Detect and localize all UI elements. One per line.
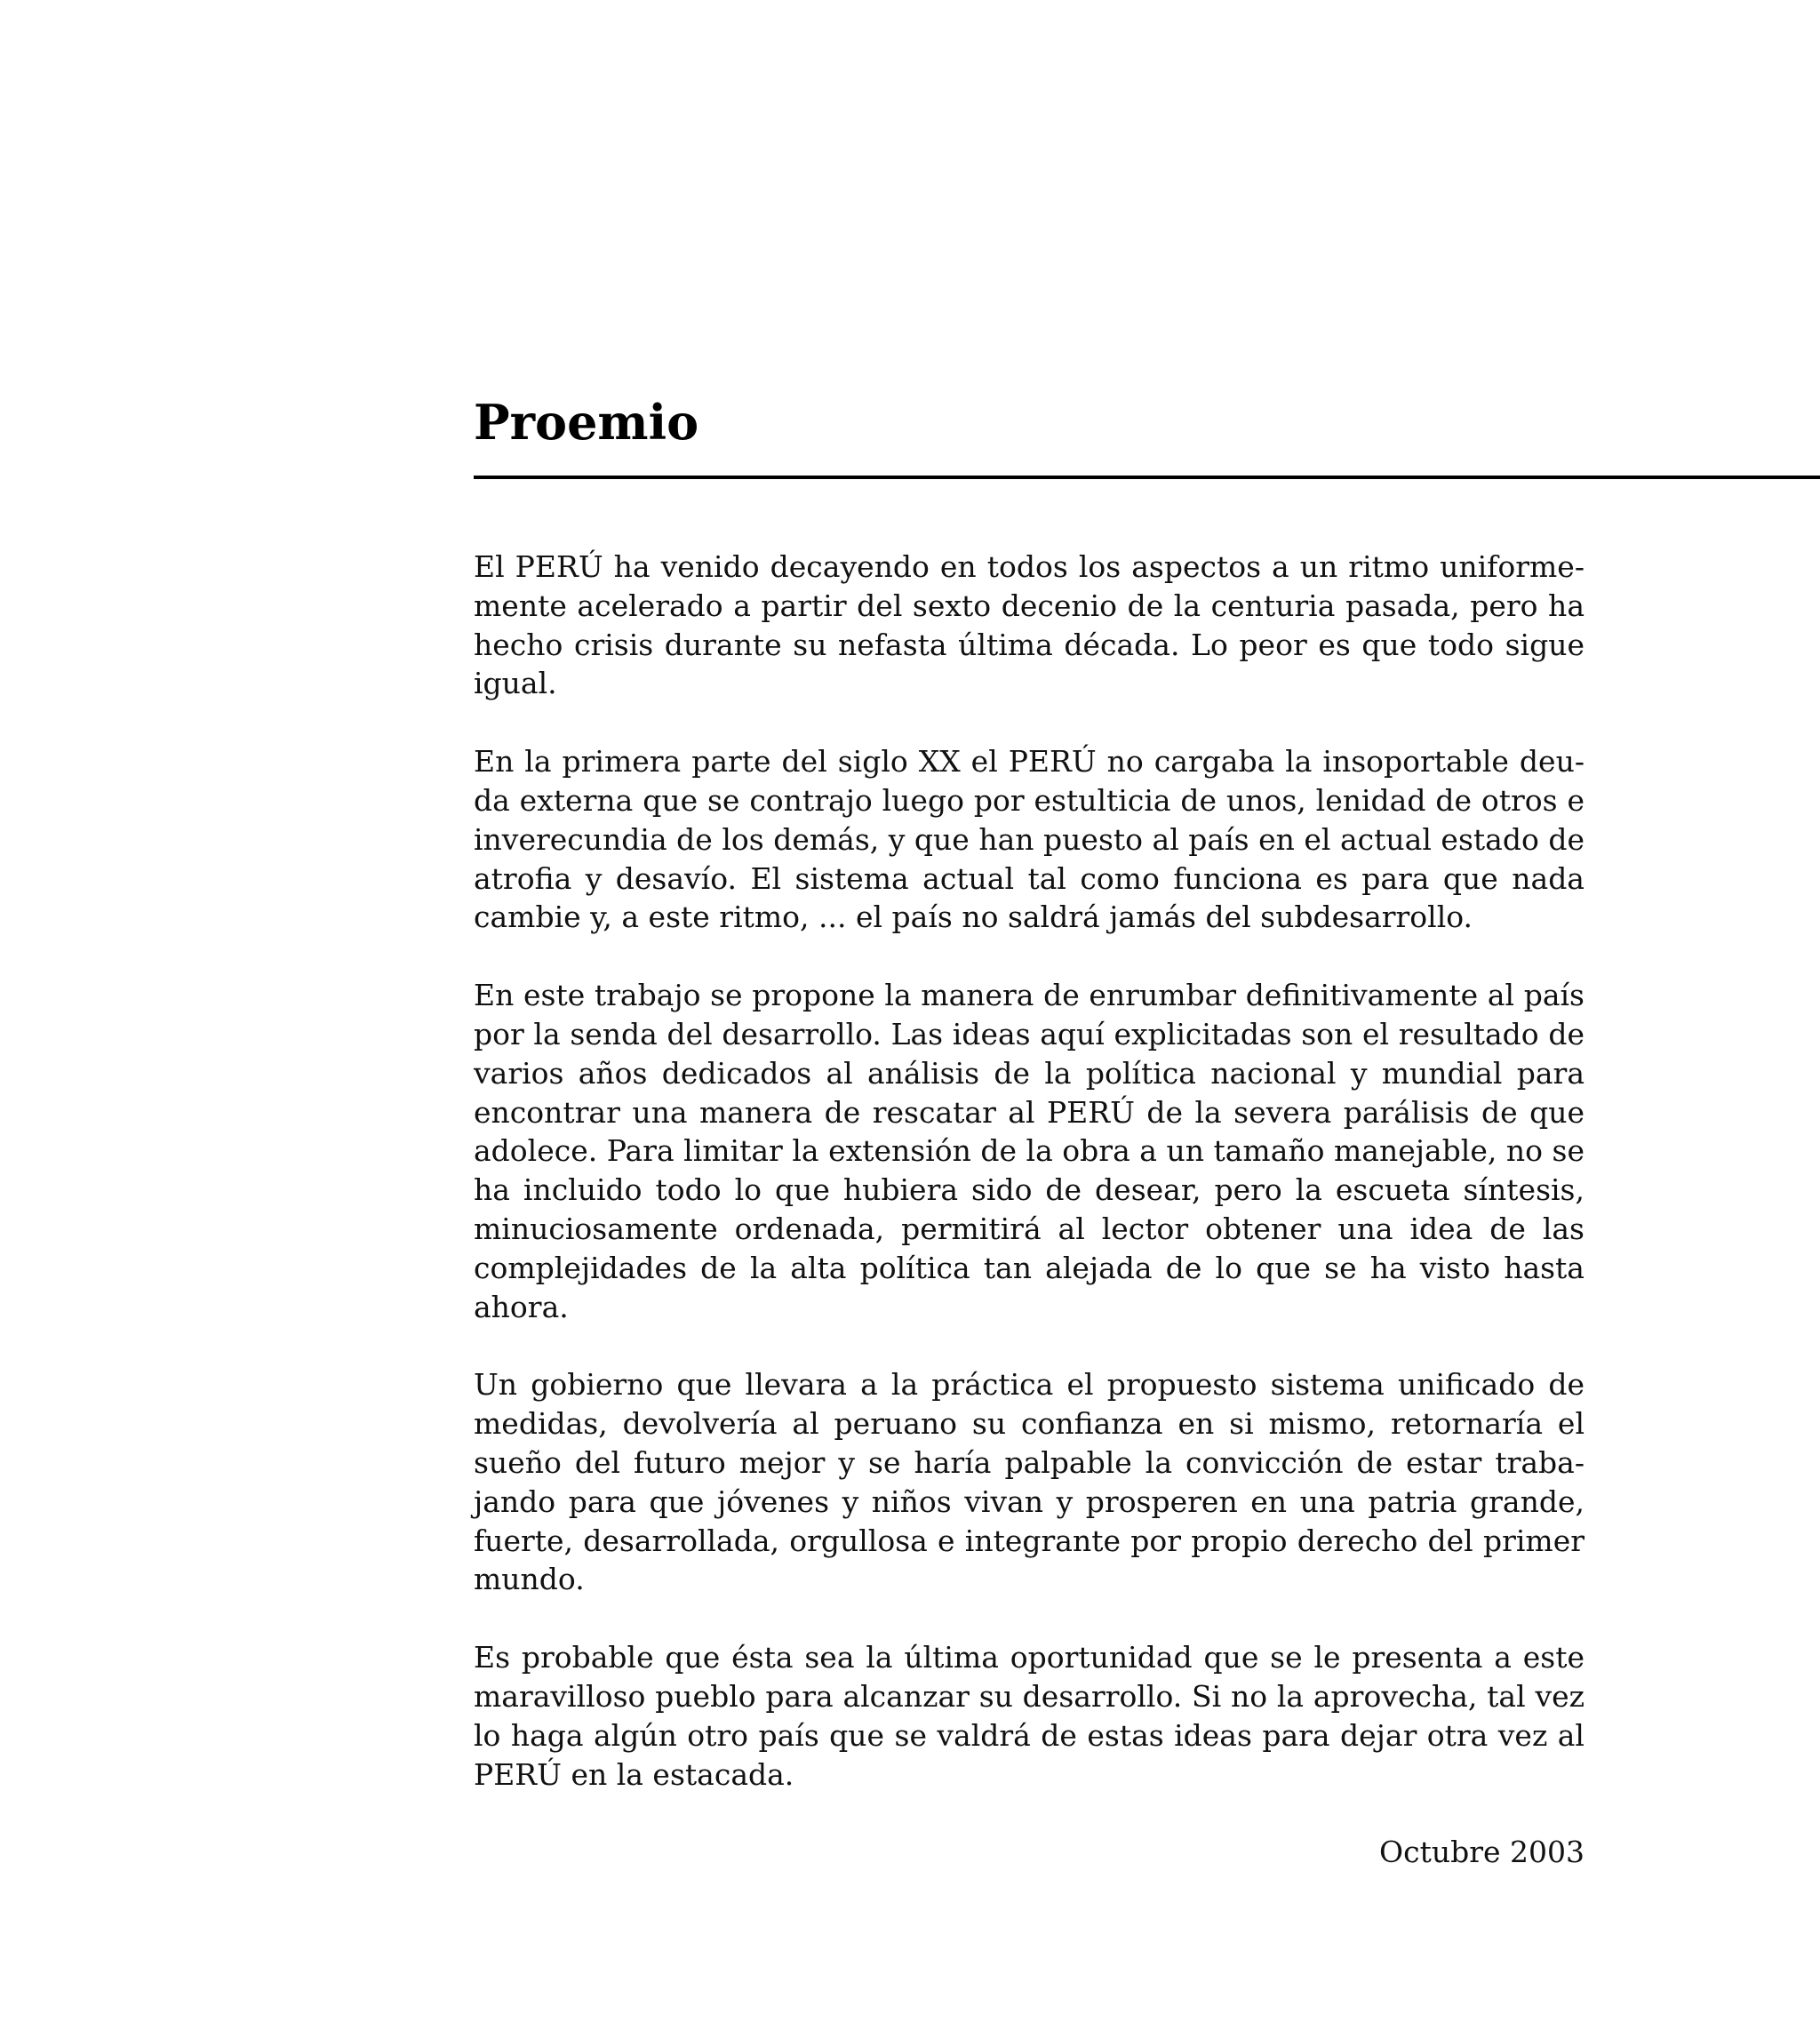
paragraph-3: En este trabajo se propone la manera de enrumbar definitivamente al país por la senda del desarrollo. Las ideas aquí explicitadas son el resultado de varios años dedicados al análisis de la política nacional y mundial para encontrar una manera de rescatar al PERÚ de la severa parálisis de que adolece. Para limitar la extensión de la obra a un tamaño manejable, no se ha incluido todo lo que hubiera sido de desear, pero la escueta síntesis, minuciosamente ordenada, permitirá al lector obtener una idea de las complejidades de la alta política tan alejada de lo que se ha visto hasta ahora. [474, 978, 1585, 1324]
page-title: Proemio [474, 394, 699, 451]
document-date: Octubre 2003 [1379, 1835, 1585, 1870]
paragraph-2: En la primera parte del siglo XX el PERÚ no cargaba la insoportable deuda externa que se contrajo luego por estulticia de unos, lenidad de otros e inverecundia de los demás, y que han puesto al país en el actual estado de atrofia y desavío. El sistema actual tal como funciona es para que nada cambie y, a este ritmo, ... el país no saldrá jamás del subdesarrollo. [474, 744, 1585, 935]
paragraph-1: El PERÚ ha venido decayendo en todos los aspectos a un ritmo uniformemente acelerado a partir del sexto decenio de la centuria pasada, pero ha hecho crisis durante su nefasta última década. Lo peor es que todo sigue igual. [474, 549, 1585, 701]
paragraph-4: Un gobierno que llevara a la práctica el propuesto sistema unificado de medidas, devolvería al peruano su confianza en si mismo, retornaría el sueño del futuro mejor y se haría palpable la convicción de estar trabajando para que jóvenes y niños vivan y prosperen en una patria grande, fuerte, desarrollada, orgullosa e integrante por propio derecho del primer mundo. [474, 1367, 1585, 1597]
paragraph-5: Es probable que ésta sea la última oportunidad que se le presenta a este maravilloso pueblo para alcanzar su desarrollo. Si no la aprovecha, tal vez lo haga algún otro país que se valdrá de estas ideas para dejar otra vez al PERÚ en la estacada. [474, 1640, 1585, 1792]
title-divider [474, 476, 1820, 479]
body-text [474, 548, 1585, 1872]
